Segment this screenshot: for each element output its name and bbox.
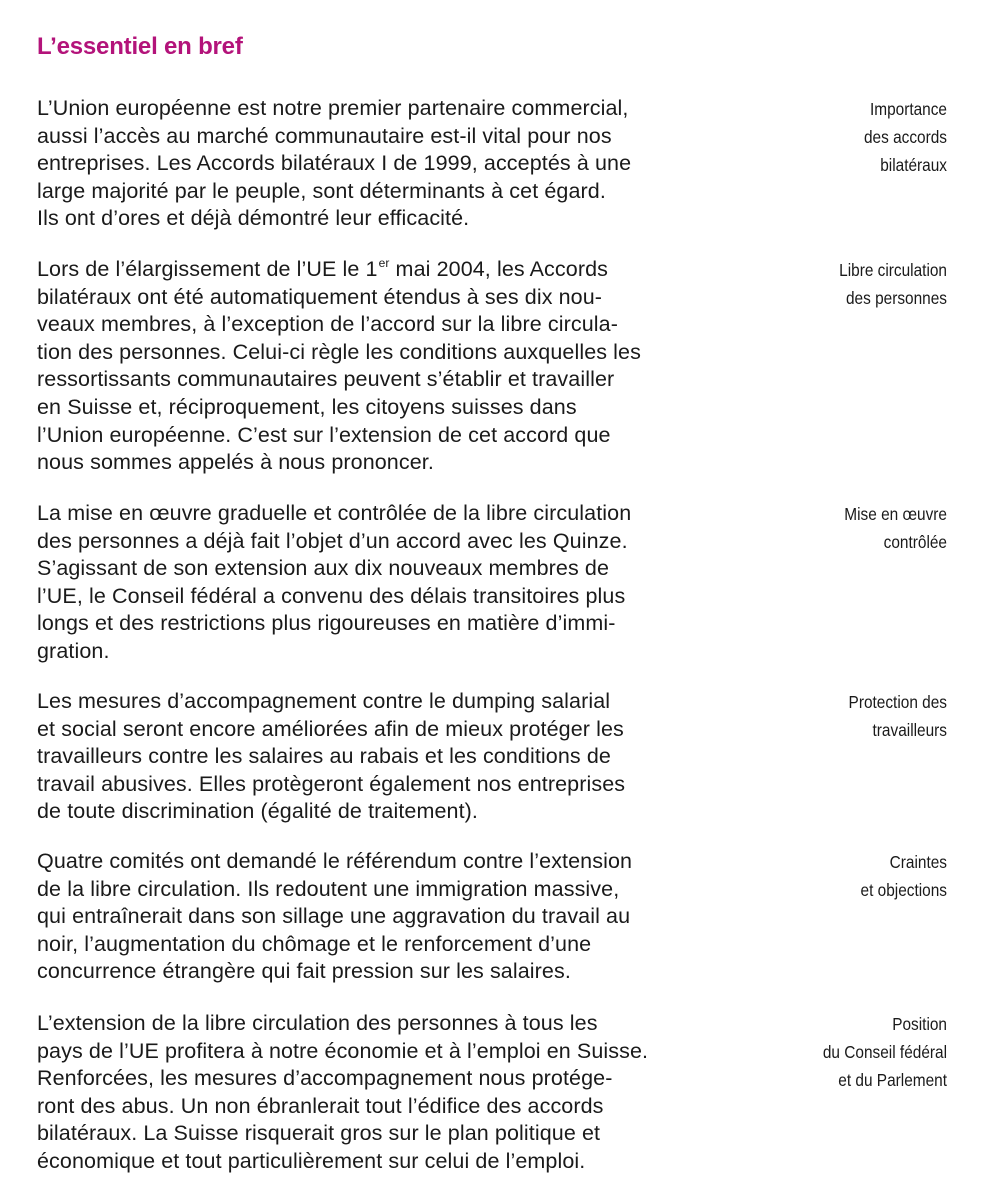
- text-line: L’Union européenne est notre premier partenaire commercial,: [37, 96, 629, 120]
- section-body: [37, 500, 767, 666]
- text-line: de toute discrimination (égalité de traitement).: [37, 799, 478, 824]
- text-line: économique et tout particulièrement sur celui de l’emploi.: [37, 1148, 586, 1173]
- margin-note-line: contrôlée: [883, 532, 947, 552]
- text-line: entreprises. Les Accords bilatéraux I de 1999, acceptés à une: [37, 151, 632, 176]
- ordinal-superscript: er: [378, 256, 390, 270]
- text-line: tion des personnes. Celui-ci règle les conditions auxquelles les: [37, 339, 641, 364]
- section-body: [37, 1010, 767, 1176]
- text-line: ressortissants communautaires peuvent s’établir et travailler: [37, 367, 615, 392]
- text-line: Quatre comités ont demandé le référendum contre l’extension: [37, 849, 633, 873]
- text-line: nous sommes appelés à nous prononcer.: [37, 450, 434, 475]
- text-line: en Suisse et, réciproquement, les citoyens suisses dans: [37, 394, 577, 419]
- section-body: [37, 688, 767, 826]
- margin-note-line: Craintes: [889, 852, 947, 872]
- section-body: [37, 95, 767, 233]
- text-line: Les mesures d’accompagnement contre le dumping salarial: [37, 689, 611, 713]
- page-title: L’essentiel en bref: [37, 33, 243, 60]
- text-line: et social seront encore améliorées afin de mieux protéger les: [37, 716, 624, 741]
- text-line: aussi l’accès au marché communautaire est-il vital pour nos: [37, 123, 612, 148]
- margin-note-line: et objections: [860, 880, 947, 900]
- text-line: La mise en œuvre graduelle et contrôlée de la libre circulation: [37, 501, 632, 525]
- margin-note-line: et du Parlement: [838, 1070, 947, 1090]
- margin-note: [771, 95, 947, 179]
- text-line: longs et des restrictions plus rigoureuses en matière d’immi-: [37, 611, 616, 636]
- text-line: travail abusives. Elles protègeront également nos entreprises: [37, 771, 626, 796]
- section-body: [37, 848, 767, 986]
- margin-note-line: Protection des: [848, 692, 947, 712]
- text-line: qui entraînerait dans son sillage une aggravation du travail au: [37, 904, 631, 929]
- text-line: travailleurs contre les salaires au rabais et les conditions de: [37, 744, 611, 769]
- text-line: l’Union européenne. C’est sur l’extension de cet accord que: [37, 422, 611, 447]
- text-run: mai 2004, les Accords: [389, 257, 608, 281]
- margin-note: [771, 848, 947, 904]
- text-run: Lors de l’élargissement de l’UE le 1: [37, 257, 378, 281]
- text-line: bilatéraux ont été automatiquement étendus à ses dix nou-: [37, 284, 603, 309]
- text-line: gration.: [37, 638, 110, 663]
- section-body: [37, 256, 767, 477]
- text-line: Ils ont d’ores et déjà démontré leur efficacité.: [37, 206, 470, 231]
- text-line: bilatéraux. La Suisse risquerait gros sur le plan politique et: [37, 1121, 601, 1146]
- margin-note: [771, 1010, 947, 1094]
- margin-note-line: Libre circulation: [839, 260, 947, 280]
- text-line: L’extension de la libre circulation des personnes à tous les: [37, 1011, 598, 1035]
- margin-note-line: Importance: [869, 99, 947, 119]
- text-line: ront des abus. Un non ébranlerait tout l’édifice des accords: [37, 1093, 604, 1118]
- margin-note-line: bilatéraux: [880, 155, 947, 175]
- text-line: concurrence étrangère qui fait pression sur les salaires.: [37, 959, 571, 984]
- text-line: veaux membres, à l’exception de l’accord sur la libre circula-: [37, 312, 618, 337]
- margin-note-line: Position: [892, 1014, 947, 1034]
- text-line: Renforcées, les mesures d’accompagnement nous protége-: [37, 1066, 613, 1091]
- text-line: S’agissant de son extension aux dix nouveaux membres de: [37, 556, 610, 581]
- margin-note-line: du Conseil fédéral: [822, 1042, 947, 1062]
- margin-note-line: des accords: [863, 127, 947, 147]
- text-line: l’UE, le Conseil fédéral a convenu des délais transitoires plus: [37, 583, 626, 608]
- text-line: noir, l’augmentation du chômage et le renforcement d’une: [37, 931, 592, 956]
- margin-note: [771, 500, 947, 556]
- margin-note-line: des personnes: [845, 288, 947, 308]
- text-line: de la libre circulation. Ils redoutent une immigration massive,: [37, 876, 620, 901]
- text-line: [37, 256, 767, 284]
- margin-note: [771, 688, 947, 744]
- text-line: des personnes a déjà fait l’objet d’un accord avec les Quinze.: [37, 528, 628, 553]
- text-line: pays de l’UE profitera à notre économie et à l’emploi en Suisse.: [37, 1038, 649, 1063]
- margin-note: [771, 256, 947, 312]
- margin-note-line: travailleurs: [872, 720, 947, 740]
- text-line: large majorité par le peuple, sont déterminants à cet égard.: [37, 178, 606, 203]
- margin-note-line: Mise en œuvre: [844, 504, 947, 524]
